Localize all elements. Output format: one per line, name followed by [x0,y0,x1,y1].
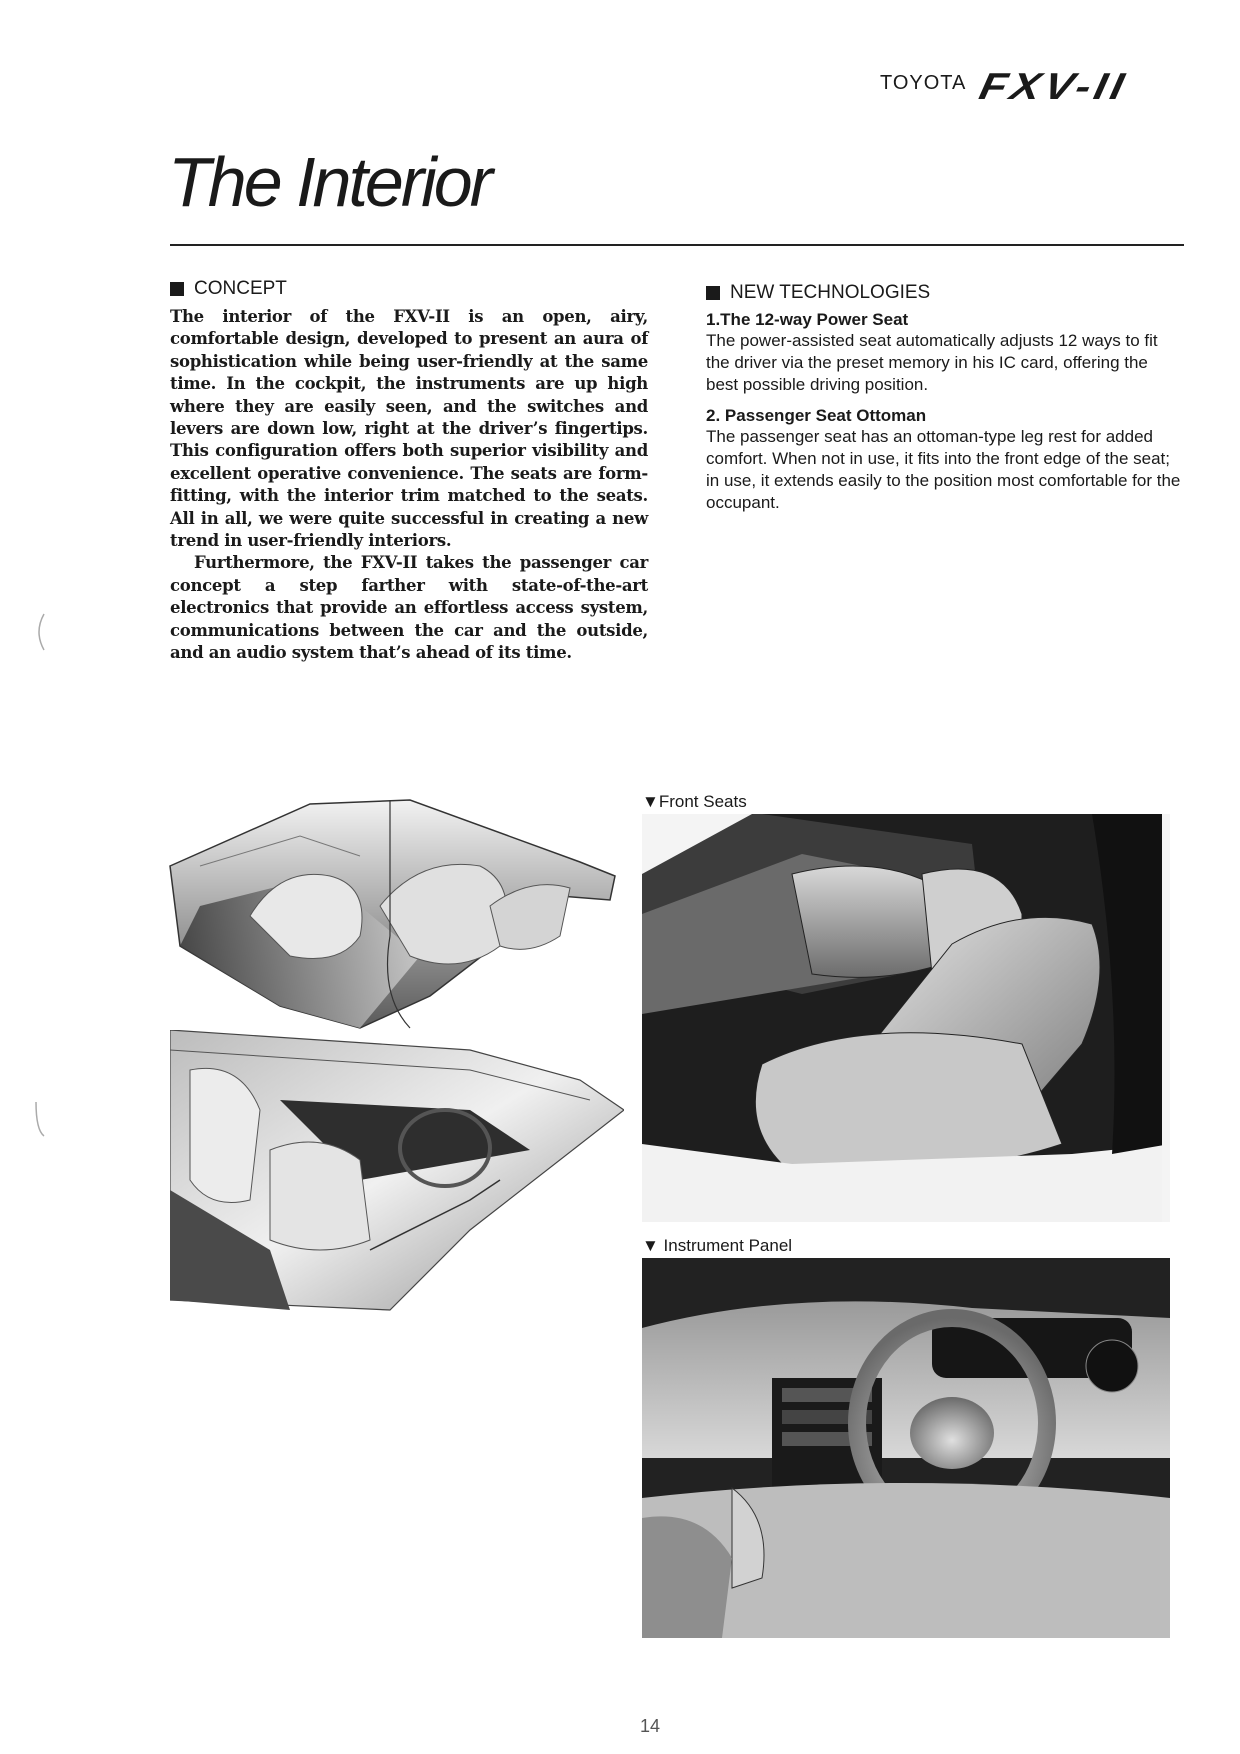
tech-item-title: 2. Passenger Seat Ottoman [706,406,927,425]
concept-section [170,278,648,665]
instrument-panel-caption: ▼ Instrument Panel [642,1236,793,1255]
model-logo: FXV-II [975,65,1132,108]
tech-item-title: 1.The 12-way Power Seat [706,310,909,329]
front-seats-photo [642,814,1170,1222]
concept-heading [170,278,648,300]
square-bullet-icon [706,286,720,300]
square-bullet-icon [170,282,184,296]
tech-item-body: The power-assisted seat automatically adjusts 12 ways to fit the driver via the preset memory in his IC card, offering the best possible driving position. [706,331,1158,394]
concept-paragraph-2: Furthermore, the FXV-II takes the passenger car concept a step farther with state-of-the-art electronics that provide an effortless access system, communications between the car and the outside, and an audio system that’s ahead of its time. [170,553,648,663]
interior-sketch-overview [160,796,622,1031]
binding-mark-icon [32,612,48,652]
title-divider [170,244,1184,246]
concept-paragraph-1: The interior of the FXV-II is an open, airy, comfortable design, developed to present an aura of sophistication while being user-friendly at the same time. In the cockpit, the instruments are up high where they are easily seen, and the switches and levers are down low, right at the driver’s fingertips. This configuration offers both superior visibility and excellent operative convenience. The seats are form-fitting, with the interior trim matched to the seats. All in all, we were quite successful in creating a new trend in user-friendly interiors. [170,307,648,551]
cockpit-sketch [170,1030,624,1330]
new-technologies-heading-text: NEW TECHNOLOGIES [730,282,931,303]
new-technologies-section [706,282,1184,524]
concept-heading-text: CONCEPT [194,278,287,299]
new-technologies-heading [706,282,1184,304]
front-seats-caption: ▼Front Seats [642,792,747,811]
binding-mark-icon [30,1100,46,1140]
page-number: 14 [640,1716,661,1736]
page-title: The Interior [168,143,490,221]
brand-header [880,62,1180,112]
instrument-panel-photo [642,1258,1170,1638]
tech-item-body: The passenger seat has an ottoman-type leg rest for added comfort. When not in use, it fits into the front edge of the seat; in use, it extends easily to the position most comfortable for the occupant. [706,427,1181,512]
brand-name: TOYOTA [880,72,967,94]
